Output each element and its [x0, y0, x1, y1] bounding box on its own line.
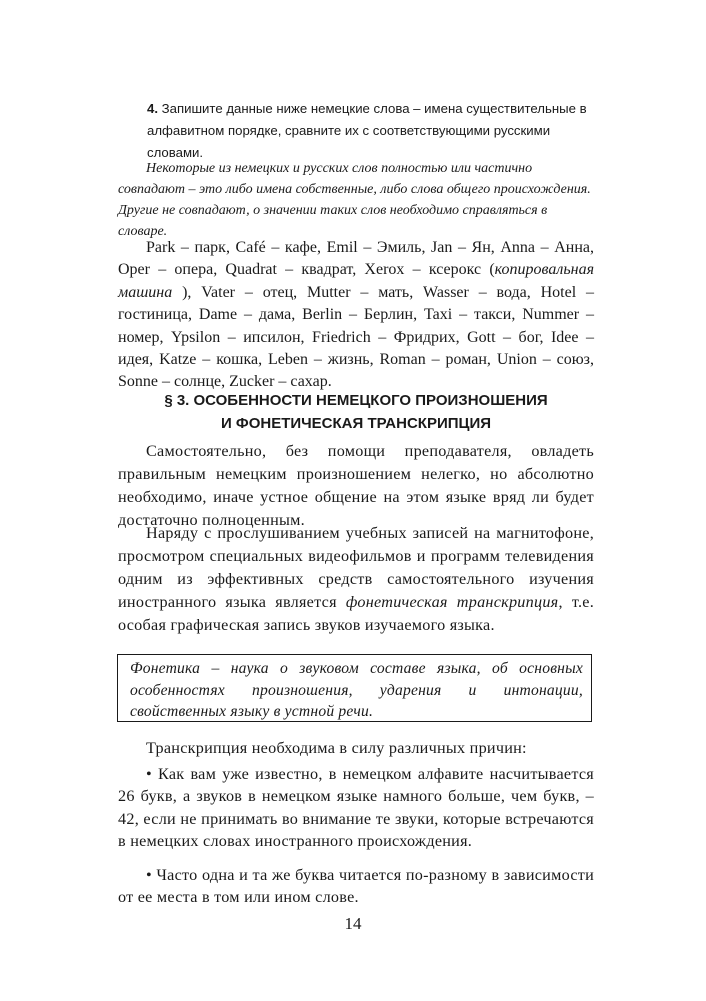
exercise-number: 4.	[147, 101, 158, 116]
body-paragraph-1: Самостоятельно, без помощи преподавателя, овладеть правильным немецким произношением нелегко, но абсолютно необходимо, иначе устное общение на этом языке вряд ли будет достаточно полноценным.	[118, 442, 594, 529]
word-list-part1: Park – парк, Café – кафе, Emil – Эмиль, Jan – Ян, Anna – Анна, Oper – опера, Quadrat – квадрат, Xerox – ксерокс (	[118, 239, 594, 279]
paragraph2-italic-term: фонетическая транскрипция	[345, 593, 559, 611]
exercise-instruction-text: Запишите данные ниже немецкие слова – имена существительные в алфавитном порядке, сравните их с соответствующими русскими словами.	[147, 101, 587, 160]
definition-box	[117, 654, 592, 722]
definition-text: Фонетика – наука о звуковом составе языка, об основных особенностях произношения, ударения и интонации, свойственных языку в устной речи.	[130, 660, 583, 720]
word-list-part2: ), Vater – отец, Mutter – мать, Wasser – вода, Hotel – гостиница, Dame – дама, Berlin – Берлин, Taxi – такси, Nummer – номер, Ypsilon – ипсилон, Friedrich – Фридрих, Gott – бог, Idee – идея, Katze – кошка, Leben – жизнь, Roman – роман, Union – союз, Sonne – солнце, Zucker – сахар.	[118, 283, 594, 391]
exercise-note: Некоторые из немецких и русских слов полностью или частично совпадают – это либо имена собственные, либо слова общего происхождения. Другие не совпадают, о значении таких слов необходимо справляться в словаре.	[118, 161, 591, 239]
word-list-italic: копировальная машина	[118, 261, 594, 301]
body-paragraph-2	[118, 522, 594, 637]
exercise-word-list	[118, 237, 594, 394]
section-heading-line1: § 3. ОСОБЕННОСТИ НЕМЕЦКОГО ПРОИЗНОШЕНИЯ	[164, 392, 548, 409]
paragraph2-part2: , т.е. особая графическая запись звуков изучаемого языка.	[118, 593, 595, 634]
bullet-item-2: • Часто одна и та же буква читается по-разному в зависимости от ее места в том или ином слове.	[118, 866, 594, 907]
section-heading	[118, 389, 594, 435]
bullet-item-1: • Как вам уже известно, в немецком алфавите насчитывается 26 букв, а звуков в немецком языке намного больше, чем букв, – 42, если не принимать во внимание те звуки, которые встречаются в немецких словах иностранного происхождения.	[118, 765, 594, 850]
paragraph2-part1: Наряду с прослушиванием учебных записей на магнитофоне, просмотром специальных видеофильмов и программ телевидения одним из эффективных средств самостоятельного изучения иностранного языка является	[118, 524, 594, 611]
section-heading-line2: И ФОНЕТИЧЕСКАЯ ТРАНСКРИПЦИЯ	[220, 415, 492, 432]
exercise-instruction	[147, 98, 595, 164]
body-paragraph-3: Транскрипция необходима в силу различных причин:	[146, 739, 527, 757]
page-number: 14	[344, 914, 362, 933]
